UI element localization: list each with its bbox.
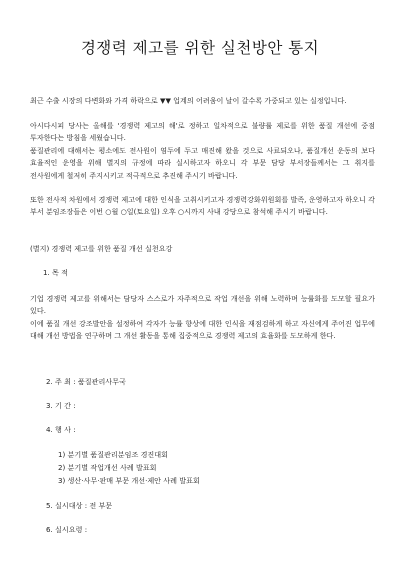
section-2-host: 2. 주 최 : 품질관리사무국 — [46, 377, 126, 386]
event-item: 1) 분기별 품질관리분임조 경진대회 — [58, 450, 168, 459]
purpose-paragraph-2: 이에 품질 개선 강조발안을 설정하여 각자가 능률 향상에 대한 인식을 재점검하게 하고 자신에게 주어진 업무에 대해 개선 방법을 연구하며 그 개선 활동을 통해 집중적으로 경쟁력 제고의 효율화를 도모하게 한다. — [30, 319, 375, 341]
section-4-events: 4. 행 사 : — [46, 425, 76, 434]
purpose-paragraph-1: 기업 경쟁력 제고를 위해서는 담당자 스스로가 자주적으로 작업 개선을 위해 노력하며 능률화를 도모할 필요가 있다. — [30, 294, 375, 316]
section-6-method: 6. 실시요령 : — [46, 525, 88, 534]
intro-paragraph-2: 아시다시피 당사는 올해를 '경쟁력 제고의 해'로 정하고 일차적으로 불량률 제로를 위한 품질 개선에 중점 투자한다는 방침을 세웠습니다. — [30, 121, 375, 143]
section-5-target: 5. 실시대상 : 전 부문 — [46, 501, 113, 510]
event-item: 2) 분기별 작업개선 사례 발표회 — [58, 463, 157, 472]
attachment-heading: (별지) 경쟁력 제고를 위한 품질 개선 실천요강 — [30, 244, 173, 253]
document-title: 경쟁력 제고를 위한 실천방안 통지 — [80, 39, 320, 57]
section-1-heading: 1. 목 적 — [43, 268, 68, 277]
intro-paragraph-3: 품질관리에 대해서는 평소에도 전사원이 염두에 두고 매진해 왔을 것으로 사료되오나, 품질개선 운동의 보다 효율적인 운영을 위해 별지의 규정에 따라 실시하고자 하오니 각 부문 담당 부서장들께서는 그 취지를 전사원에게 철저히 주지시키고 적극적으로 추진해 주시기 바랍니다. — [30, 146, 375, 180]
event-item: 3) 생산·사무·판매 부문 개선·제안 사례 발표회 — [58, 476, 200, 485]
intro-paragraph-1: 최근 수출 시장의 다변화와 가격 하락으로 ▼▼ 업계의 어려움이 날이 갈수록 가중되고 있는 실정입니다. — [30, 96, 347, 105]
section-3-period: 3. 기 간 : — [46, 401, 76, 410]
intro-paragraph-4: 또한 전사적 차원에서 경쟁력 제고에 대한 인식을 고취시키고자 경쟁력강화위원회를 발족, 운영하고자 하오니 각 부서 분임조장들은 이번 ○월 ○일(토요일) 오후 ○시까지 사내 강당으로 참석해 주시기 바랍니다. — [30, 195, 375, 217]
